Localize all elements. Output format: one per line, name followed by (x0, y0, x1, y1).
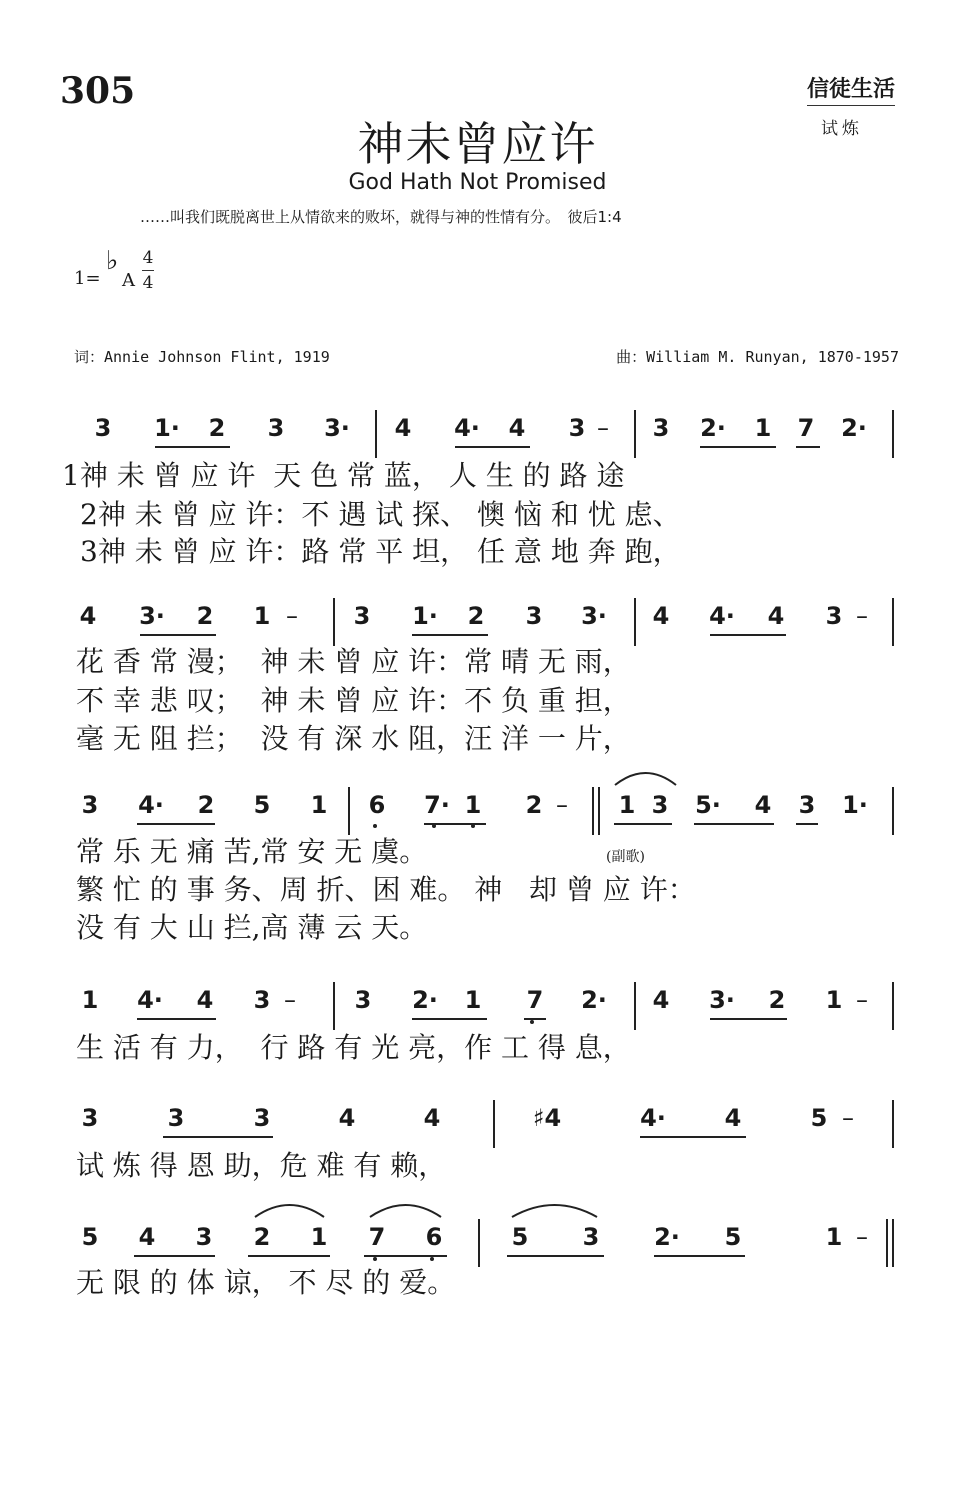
hymn-title: 神未曾应许 (357, 117, 598, 171)
barline (634, 410, 636, 458)
note: 4 (138, 1223, 156, 1251)
note: ♯4 (532, 1104, 562, 1132)
lyric-line: 常 乐 无 痛 苦,常 安 无 虞。 (76, 835, 428, 868)
note-underline (412, 1018, 487, 1020)
note-underline (137, 823, 215, 825)
note: 4 (508, 414, 526, 442)
note: 5 (253, 791, 271, 819)
english-title: God Hath Not Promised (348, 170, 607, 195)
subcategory-label: 试炼 (821, 119, 863, 139)
hold-dash: – (842, 1104, 854, 1132)
hold-dash: – (856, 1223, 868, 1251)
note: 3 (568, 414, 586, 442)
note: 4 (767, 602, 785, 630)
note: 1· (842, 791, 868, 819)
scripture-reference: ……叫我们既脱离世上从情欲来的败坏，就得与神的性情有分。 彼后1:4 (140, 208, 622, 226)
note: 1 (825, 986, 843, 1014)
note: 5 (724, 1223, 742, 1251)
octave-dot (373, 824, 377, 828)
note: 5· (695, 791, 721, 819)
note-underline (710, 634, 786, 636)
note: 2 (197, 791, 215, 819)
lyric-line: 1神 未 曾 应 许 天 色 常 蓝， 人 生 的 路 途 (62, 459, 625, 492)
note: 4· (454, 414, 480, 442)
note: 1 (310, 1223, 328, 1251)
note: 1· (412, 602, 438, 630)
note-underline (640, 1136, 746, 1138)
octave-dot (530, 1020, 534, 1024)
barline (892, 410, 894, 458)
time-signature (142, 246, 154, 295)
key-prefix: 1= (74, 268, 101, 289)
octave-dot (471, 824, 475, 828)
note-underline (155, 446, 230, 448)
note: 3 (825, 602, 843, 630)
slur (255, 1199, 324, 1219)
note: 4· (138, 791, 164, 819)
note: 1 (464, 986, 482, 1014)
barline (592, 787, 594, 835)
note: 2 (467, 602, 485, 630)
note: 3 (798, 791, 816, 819)
barline (892, 598, 894, 646)
barline (892, 982, 894, 1030)
note: 3 (253, 1104, 271, 1132)
lyric-line: 3神 未 曾 应 许：路 常 平 坦， 任 意 地 奔 跑， (80, 535, 681, 568)
note-underline (614, 823, 672, 825)
note: 4 (423, 1104, 441, 1132)
note: 6 (425, 1223, 443, 1251)
note: 3 (81, 791, 99, 819)
hold-dash: – (286, 602, 298, 630)
note: 2· (841, 414, 867, 442)
note: 2 (525, 791, 543, 819)
note-underline (412, 634, 488, 636)
note: 7 (797, 414, 815, 442)
note: 1 (253, 602, 271, 630)
barline (375, 410, 377, 458)
note: 7 (368, 1223, 386, 1251)
note: 1 (825, 1223, 843, 1251)
hymn-number: 305 (60, 70, 136, 112)
note: 1 (618, 791, 636, 819)
lyric-line: 没 有 大 山 拦,高 薄 云 天。 (76, 911, 428, 944)
note: 4· (137, 986, 163, 1014)
lyric-line: 繁 忙 的 事 务、周 折、困 难。 神 却 曾 应 许： (76, 873, 696, 906)
note-underline (796, 823, 818, 825)
lyric-line: 生 活 有 力， 行 路 有 光 亮，作 工 得 息， (76, 1031, 631, 1064)
note-underline (163, 1136, 273, 1138)
note: 2· (581, 986, 607, 1014)
note-underline (137, 1018, 216, 1020)
note: 3 (651, 791, 669, 819)
note-underline (710, 1018, 787, 1020)
note: 3 (253, 986, 271, 1014)
hold-dash: – (556, 791, 568, 819)
chorus-label: (副歌) (606, 849, 645, 865)
note: 4· (709, 602, 735, 630)
hold-dash: – (284, 986, 296, 1014)
note-underline (654, 1255, 745, 1257)
note: 4 (338, 1104, 356, 1132)
octave-dot (432, 824, 436, 828)
key-letter: A (122, 270, 135, 291)
note: 4 (652, 986, 670, 1014)
note: 4· (640, 1104, 666, 1132)
note-underline (796, 446, 820, 448)
note: 7· (424, 791, 450, 819)
lyric-line: 2神 未 曾 应 许：不 遇 试 探、 懊 恼 和 忧 虑、 (80, 498, 681, 531)
final-barline (886, 1219, 888, 1267)
note: 3· (324, 414, 350, 442)
note: 3 (353, 602, 371, 630)
lyric-line: 毫 无 阻 拦； 没 有 深 水 阻，汪 洋 一 片， (76, 722, 631, 755)
note: 3 (81, 1104, 99, 1132)
slur (512, 1199, 597, 1219)
note: 6 (368, 791, 386, 819)
note-underline (507, 1255, 604, 1257)
note-underline (248, 1255, 330, 1257)
barline (634, 982, 636, 1030)
composer-credit: 曲：William M. Runyan, 1870-1957 (616, 348, 899, 366)
slur (370, 1199, 441, 1219)
note: 3 (652, 414, 670, 442)
double-barline (598, 787, 600, 835)
barline (892, 787, 894, 835)
hold-dash: – (856, 602, 868, 630)
note: 3 (582, 1223, 600, 1251)
note: 3 (354, 986, 372, 1014)
barline (333, 598, 335, 646)
note: 7 (526, 986, 544, 1014)
note: 2· (654, 1223, 680, 1251)
note: 3· (709, 986, 735, 1014)
note: 1 (754, 414, 772, 442)
barline (892, 1100, 894, 1148)
note: 3 (525, 602, 543, 630)
barline (892, 1219, 894, 1267)
note: 2 (208, 414, 226, 442)
flat-symbol: ♭ (106, 246, 119, 276)
note: 1 (464, 791, 482, 819)
note: 3 (195, 1223, 213, 1251)
note: 2 (196, 602, 214, 630)
note-underline (700, 446, 776, 448)
lyric-line: 不 幸 悲 叹； 神 未 曾 应 许：不 负 重 担， (76, 684, 631, 717)
note-underline (134, 1255, 215, 1257)
note: 2 (253, 1223, 271, 1251)
note: 4 (754, 791, 772, 819)
note: 3· (139, 602, 165, 630)
note: 5 (511, 1223, 529, 1251)
time-top: 4 (142, 248, 154, 268)
note: 2 (768, 986, 786, 1014)
note: 5 (810, 1104, 828, 1132)
slur (615, 767, 676, 787)
note-underline (455, 446, 530, 448)
note: 4 (79, 602, 97, 630)
note: 1 (310, 791, 328, 819)
hold-dash: – (856, 986, 868, 1014)
note: 1 (81, 986, 99, 1014)
note: 3 (267, 414, 285, 442)
note: 1· (154, 414, 180, 442)
hold-dash: – (597, 414, 609, 442)
note: 4 (652, 602, 670, 630)
note: 2· (700, 414, 726, 442)
note: 3 (94, 414, 112, 442)
note: 4 (724, 1104, 742, 1132)
lyric-line: 试 炼 得 恩 助，危 难 有 赖， (76, 1149, 447, 1182)
category-label: 信徒生活 (807, 72, 895, 106)
barline (493, 1100, 495, 1148)
note: 3· (581, 602, 607, 630)
lyric-line: 花 香 常 漫； 神 未 曾 应 许：常 晴 无 雨， (76, 645, 631, 678)
barline (348, 787, 350, 835)
note-underline (524, 1018, 546, 1020)
note: 5 (81, 1223, 99, 1251)
lyric-line: 无 限 的 体 谅， 不 尽 的 爱。 (76, 1266, 456, 1299)
note-underline (140, 634, 216, 636)
note: 2· (412, 986, 438, 1014)
time-bottom: 4 (142, 270, 154, 295)
note: 3 (167, 1104, 185, 1132)
note: 4 (196, 986, 214, 1014)
lyricist-credit: 词：Annie Johnson Flint, 1919 (74, 348, 330, 366)
barline (333, 982, 335, 1030)
barline (478, 1219, 480, 1267)
note-underline (694, 823, 774, 825)
barline (634, 598, 636, 646)
note: 4 (394, 414, 412, 442)
